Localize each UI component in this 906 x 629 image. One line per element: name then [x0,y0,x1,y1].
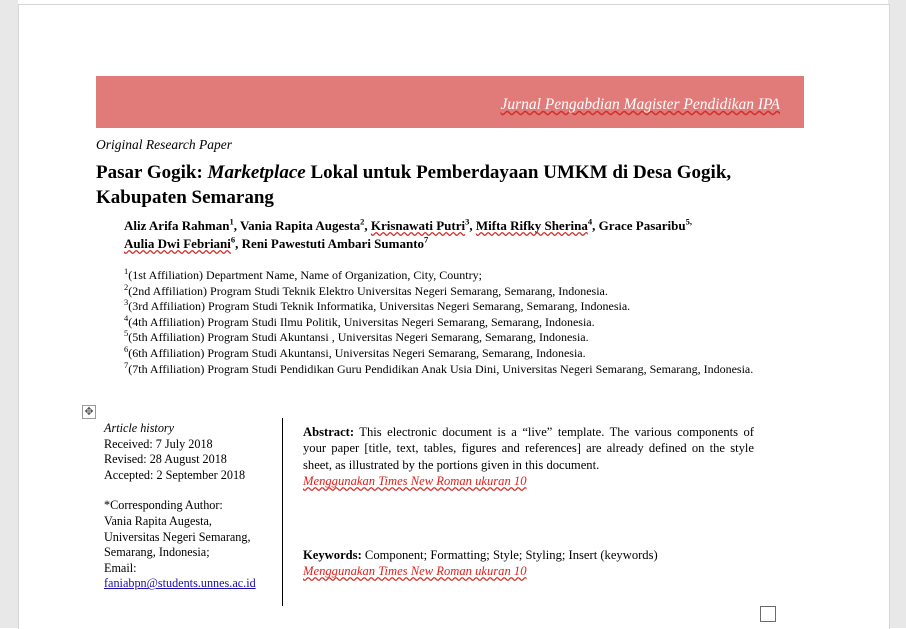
abstract-note [303,473,754,489]
aff-sup: 1 [124,266,129,276]
paper-type: Original Research Paper [96,137,232,152]
paper-title [96,160,804,210]
author-sup: 4 [587,216,593,227]
author-sup: 1 [229,216,234,227]
canvas-margin-right [888,0,906,628]
author-sup: 2 [360,216,365,227]
article-history-title: Article history [104,421,175,435]
aff-text: (2nd Affiliation) Program Studi Teknik Elektro Universitas Negeri Semarang, Semarang, Indonesia. [128,283,608,298]
journal-title-text: Jurnal Pengabdian Magister Pendidikan IPA [500,96,780,113]
revised-date: Revised: 28 August 2018 [104,452,227,467]
column-divider [282,418,283,606]
journal-title [500,96,780,114]
affiliation-item [124,343,804,362]
author-sup: 7 [424,234,429,245]
keywords-block [303,547,763,580]
aff-text: (4th Affiliation) Program Studi Ilmu Politik, Universitas Negeri Semarang, Semarang, Indonesia. [128,314,595,329]
email-label: Email: [104,560,137,575]
abstract-label: Abstract: [303,425,355,439]
accepted-date: Accepted: 2 September 2018 [104,467,246,482]
affiliation-list [124,268,804,377]
affiliation-item [124,359,804,378]
title-part1: Pasar Gogik: [96,162,208,183]
keywords-label: Keywords: [303,548,362,562]
corresponding-inst2: Semarang, Indonesia; [104,545,210,560]
aff-text: (3rd Affiliation) Program Studi Teknik Informatika, Universitas Negeri Semarang, Semarang, Indonesia. [128,299,631,314]
abstract-note-text: Menggunakan Times New Roman ukuran 10 [303,474,527,489]
aff-sup: 6 [124,343,129,354]
corresponding-name: Vania Rapita Augesta, [104,513,212,528]
corresponding-label: *Corresponding Author: [104,498,223,513]
table-move-handle-icon[interactable]: ✥ [82,405,96,419]
email-link[interactable]: faniabpn@students.unnes.ac.id [104,576,256,591]
spacer [104,483,280,498]
aff-sup: 2 [124,281,129,292]
aff-text: (6th Affiliation) Program Studi Akuntansi, Universitas Negeri Semarang, Semarang, Indonesia. [128,345,586,360]
journal-banner [96,76,804,128]
aff-sup: 7 [124,359,129,370]
canvas-margin-left [0,0,18,628]
affiliation-item [124,281,804,300]
author-sup: 6 [230,234,236,245]
affiliation-item [124,299,804,315]
keywords-note-text: Menggunakan Times New Roman ukuran 10 [303,564,527,579]
title-line2: Kabupaten Semarang [96,187,274,208]
author-name: Grace Pasaribu [598,218,686,233]
author-name: Aulia Dwi Febriani [124,236,231,251]
author-name: Aliz Arifa Rahman [124,218,230,233]
aff-text: (5th Affiliation) Program Studi Akuntansi , Universitas Negeri Semarang, Semarang, Indonesia. [128,330,589,345]
author-sup: 5, [685,216,692,227]
affiliation-item [124,330,804,346]
author-name: Reni Pawestuti Ambari Sumanto [241,236,425,251]
abstract-block [303,424,754,490]
aff-sup: 4 [124,312,129,323]
author-sup: 3 [465,216,470,227]
abstract-text: This electronic document is a “live” template. The various components of your paper [title, text, tables, figures and references] are already defined on the style sheet, as illustrated by the portions given in this document. [303,425,754,472]
received-date: Received: 7 July 2018 [104,436,213,451]
checkbox[interactable] [760,606,776,622]
aff-text: (1st Affiliation) Department Name, Name of Organization, City, Country; [128,268,482,282]
corresponding-inst1: Universitas Negeri Semarang, [104,529,251,544]
affiliation-item [124,268,804,284]
aff-sup: 3 [124,297,129,308]
title-part2: Lokal untuk Pemberdayaan UMKM di Desa Gogik, [305,162,732,183]
aff-text: (7th Affiliation) Program Studi Pendidikan Guru Pendidikan Anak Usia Dini, Universitas Negeri Semarang, Semarang, Indonesia. [128,361,754,376]
keywords-text: Component; Formatting; Style; Styling; Insert (keywords) [361,548,658,562]
title-italic: Marketplace [207,162,306,183]
author-name: Vania Rapita Augesta [239,218,361,233]
aff-sup: 5 [124,328,129,339]
author-name: Mifta Rifky Sherina [475,218,588,233]
keywords-note [303,563,763,579]
article-info-column [104,421,280,592]
author-name: Krisnawati Putri [370,218,466,233]
author-list: Aliz Arifa Rahman$^1$, Vania Rapita Augesta$^2$, Krisnawati Putri$^3$, Mifta Rifky Sherina$^4$, Grace Pasaribu$^{5,}$ Aulia Dwi Febriani$^6$, Reni Pawestuti Ambari Sumanto$^7$ [124,216,692,251]
affiliation-item [124,312,804,331]
